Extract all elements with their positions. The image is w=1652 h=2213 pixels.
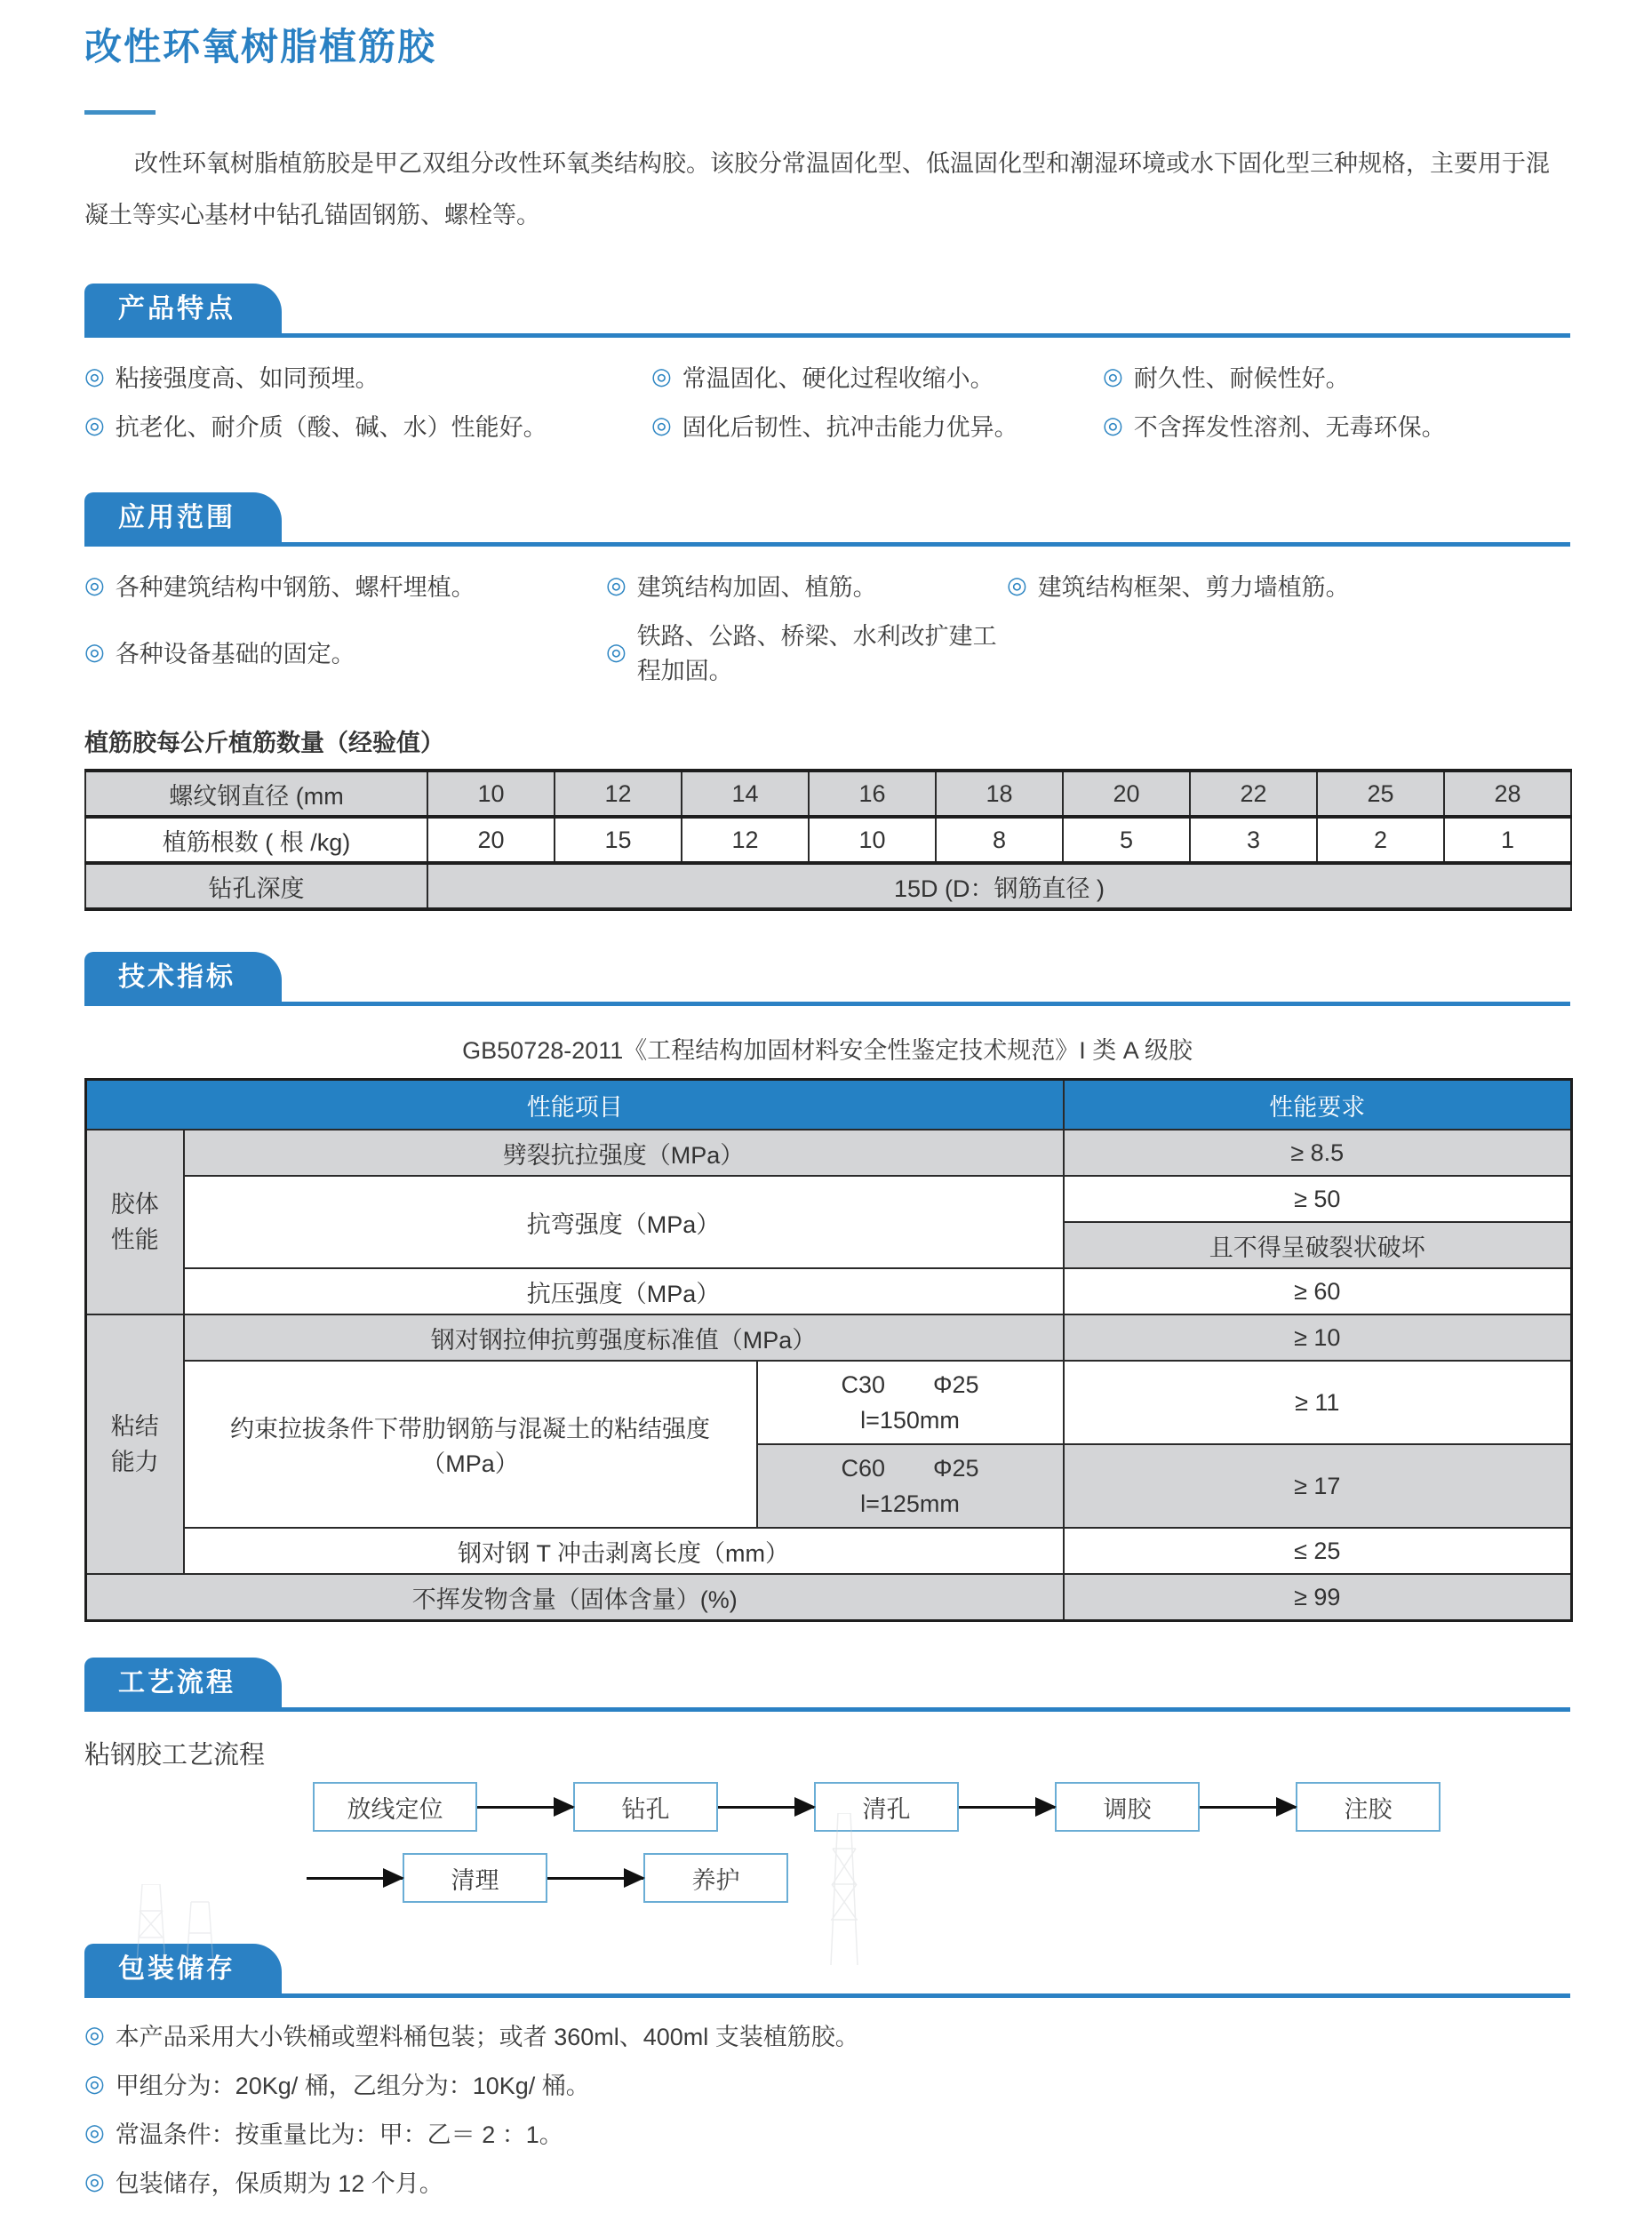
list-item bbox=[84, 2115, 1570, 2150]
intro-paragraph: 改性环氧树脂植筋胶是甲乙双组分改性环氧类结构胶。该胶分常温固化型、低温固化型和潮湿环境或水下固化型三种规格，主要用于混凝土等实心基材中钻孔锚固钢筋、螺栓等。 bbox=[84, 150, 1550, 228]
count-cell: 10 bbox=[809, 817, 936, 863]
property-cell: 抗弯强度（MPa） bbox=[184, 1176, 1064, 1268]
requirement-cell: ≥ 10 bbox=[1064, 1314, 1572, 1361]
row-label: 钻孔深度 bbox=[85, 863, 427, 909]
requirement-note-cell: 且不得呈破裂状破坏 bbox=[1064, 1222, 1572, 1268]
group-label: 胶体性能 bbox=[110, 1191, 159, 1253]
section-head-process bbox=[84, 1658, 1570, 1712]
list-item bbox=[606, 568, 1007, 603]
bullet-icon: ◎ bbox=[1103, 411, 1123, 438]
features-list bbox=[84, 359, 1570, 443]
rebar-table-title: 植筋胶每公斤植筋数量（经验值） bbox=[84, 730, 444, 756]
requirement-cell: ≥ 11 bbox=[1064, 1361, 1572, 1444]
table-header-row bbox=[86, 1080, 1572, 1130]
table-row bbox=[85, 863, 1571, 909]
section-head-features bbox=[84, 284, 1570, 338]
application-text: 各种设备基础的固定。 bbox=[115, 640, 355, 667]
flow-step: 养护 bbox=[643, 1853, 788, 1903]
bullet-icon: ◎ bbox=[84, 571, 105, 598]
requirement-cell: ≥ 17 bbox=[1064, 1444, 1572, 1528]
requirement-cell: ≥ 50 bbox=[1064, 1176, 1572, 1222]
applications-list bbox=[84, 568, 1570, 686]
diameter-cell: 28 bbox=[1444, 771, 1571, 817]
table-row bbox=[86, 1268, 1572, 1314]
condition-spec: C60 Φ25 bbox=[841, 1455, 979, 1482]
features-badge: 产品特点 bbox=[84, 284, 282, 333]
packaging-text: 甲组分为：20Kg/ 桶，乙组分为：10Kg/ 桶。 bbox=[115, 2073, 590, 2099]
arrow-right-icon bbox=[959, 1806, 1055, 1809]
process-badge: 工艺流程 bbox=[84, 1658, 282, 1707]
arrow-right-icon bbox=[307, 1877, 403, 1880]
section-head-tech bbox=[84, 952, 1570, 1006]
row-label: 螺纹钢直径 (mm bbox=[85, 771, 427, 817]
requirement-cell: ≥ 99 bbox=[1064, 1574, 1572, 1621]
diameter-cell: 10 bbox=[427, 771, 555, 817]
condition-cell bbox=[757, 1444, 1064, 1528]
arrow-right-icon bbox=[477, 1806, 573, 1809]
flow-step: 钻孔 bbox=[573, 1782, 718, 1832]
feature-text: 抗老化、耐介质（酸、碱、水）性能好。 bbox=[115, 414, 547, 441]
feature-text: 不含挥发性溶剂、无毒环保。 bbox=[1133, 414, 1446, 441]
group-cell bbox=[86, 1130, 184, 1314]
bullet-icon: ◎ bbox=[84, 2021, 105, 2048]
packaging-list bbox=[84, 2017, 1570, 2199]
count-cell: 3 bbox=[1190, 817, 1317, 863]
page-title: 改性环氧树脂植筋胶 bbox=[84, 26, 437, 68]
arrow-right-icon bbox=[547, 1877, 643, 1880]
list-item bbox=[651, 408, 1103, 443]
packaging-badge: 包装储存 bbox=[84, 1944, 282, 1993]
diameter-cell: 22 bbox=[1190, 771, 1317, 817]
property-cell: 劈裂抗拉强度（MPa） bbox=[184, 1130, 1064, 1176]
flow-step: 清孔 bbox=[814, 1782, 959, 1832]
applications-badge: 应用范围 bbox=[84, 492, 282, 542]
list-item bbox=[84, 2066, 1570, 2101]
application-text: 建筑结构加固、植筋。 bbox=[636, 574, 877, 601]
list-item bbox=[84, 2164, 1570, 2199]
flow-step: 放线定位 bbox=[313, 1782, 477, 1832]
table-row bbox=[86, 1130, 1572, 1176]
page-content bbox=[84, 0, 1570, 2213]
table-row bbox=[86, 1314, 1572, 1361]
bullet-icon: ◎ bbox=[651, 363, 672, 389]
group-label: 粘结能力 bbox=[110, 1413, 159, 1475]
property-cell: 不挥发物含量（固体含量）(%) bbox=[86, 1574, 1064, 1621]
section-head-packaging bbox=[84, 1944, 1570, 1998]
count-cell: 8 bbox=[936, 817, 1063, 863]
list-item bbox=[84, 568, 606, 603]
feature-text: 耐久性、耐候性好。 bbox=[1133, 365, 1350, 392]
list-item bbox=[1103, 408, 1570, 443]
bullet-icon: ◎ bbox=[84, 411, 105, 438]
depth-cell: 15D (D：钢筋直径 ) bbox=[427, 863, 1571, 909]
application-text: 建筑结构框架、剪力墙植筋。 bbox=[1037, 574, 1350, 601]
list-item bbox=[651, 359, 1103, 394]
list-item bbox=[606, 617, 1007, 686]
condition-cell bbox=[757, 1361, 1064, 1444]
property-cell: 钢对钢 T 冲击剥离长度（mm） bbox=[184, 1528, 1064, 1574]
list-item bbox=[1007, 568, 1570, 603]
condition-length: l=150mm bbox=[860, 1407, 960, 1434]
requirement-cell: ≤ 25 bbox=[1064, 1528, 1572, 1574]
diameter-cell: 18 bbox=[936, 771, 1063, 817]
tech-spec-table bbox=[84, 1078, 1573, 1622]
bullet-icon: ◎ bbox=[84, 2119, 105, 2145]
table-row bbox=[86, 1574, 1572, 1621]
tech-table-caption: GB50728-2011《工程结构加固材料安全性鉴定技术规范》I 类 A 级胶 bbox=[462, 1037, 1193, 1064]
count-cell: 1 bbox=[1444, 817, 1571, 863]
process-subtitle: 粘钢胶工艺流程 bbox=[84, 1741, 266, 1770]
count-cell: 2 bbox=[1317, 817, 1444, 863]
header-requirement: 性能要求 bbox=[1064, 1080, 1572, 1130]
application-text: 铁路、公路、桥梁、水利改扩建工程加固。 bbox=[636, 623, 997, 684]
condition-spec: C30 Φ25 bbox=[841, 1371, 979, 1398]
bullet-icon: ◎ bbox=[1007, 571, 1027, 598]
bullet-icon: ◎ bbox=[1103, 363, 1123, 389]
diameter-cell: 12 bbox=[555, 771, 682, 817]
diameter-cell: 25 bbox=[1317, 771, 1444, 817]
title-underline bbox=[84, 110, 156, 115]
flow-row-1 bbox=[313, 1782, 1570, 1832]
diameter-cell: 20 bbox=[1063, 771, 1190, 817]
bullet-icon: ◎ bbox=[84, 2070, 105, 2097]
application-text: 各种建筑结构中钢筋、螺杆埋植。 bbox=[115, 574, 475, 601]
group-cell bbox=[86, 1314, 184, 1574]
property-cell: 抗压强度（MPa） bbox=[184, 1268, 1064, 1314]
count-cell: 20 bbox=[427, 817, 555, 863]
header-property: 性能项目 bbox=[86, 1080, 1064, 1130]
bullet-icon: ◎ bbox=[84, 637, 105, 665]
table-row bbox=[85, 817, 1571, 863]
table-row bbox=[85, 771, 1571, 817]
tech-badge: 技术指标 bbox=[84, 952, 282, 1002]
packaging-text: 包装储存，保质期为 12 个月。 bbox=[115, 2170, 443, 2197]
requirement-cell: ≥ 8.5 bbox=[1064, 1130, 1572, 1176]
feature-text: 粘接强度高、如同预埋。 bbox=[115, 365, 379, 392]
rebar-count-table bbox=[84, 769, 1572, 911]
property-cell: 约束拉拔条件下带肋钢筋与混凝土的粘结强度（MPa） bbox=[184, 1361, 757, 1528]
flow-step: 调胶 bbox=[1055, 1782, 1200, 1832]
arrow-right-icon bbox=[1200, 1806, 1296, 1809]
count-cell: 15 bbox=[555, 817, 682, 863]
count-cell: 12 bbox=[682, 817, 809, 863]
count-cell: 5 bbox=[1063, 817, 1190, 863]
section-head-applications bbox=[84, 492, 1570, 547]
table-row bbox=[86, 1176, 1572, 1222]
packaging-text: 常温条件：按重量比为：甲：乙＝ 2 ：1。 bbox=[115, 2121, 563, 2148]
feature-text: 常温固化、硬化过程收缩小。 bbox=[682, 365, 994, 392]
flow-step: 清理 bbox=[403, 1853, 547, 1903]
arrow-right-icon bbox=[718, 1806, 814, 1809]
table-row bbox=[86, 1528, 1572, 1574]
list-item bbox=[84, 359, 651, 394]
list-item bbox=[84, 2017, 1570, 2052]
list-item bbox=[84, 408, 651, 443]
requirement-cell: ≥ 60 bbox=[1064, 1268, 1572, 1314]
bullet-icon: ◎ bbox=[606, 571, 626, 598]
diameter-cell: 16 bbox=[809, 771, 936, 817]
table-row bbox=[86, 1361, 1572, 1444]
bullet-icon: ◎ bbox=[606, 637, 626, 665]
row-label: 植筋根数 ( 根 /kg) bbox=[85, 817, 427, 863]
list-item bbox=[84, 617, 606, 686]
flow-step: 注胶 bbox=[1296, 1782, 1441, 1832]
bullet-icon: ◎ bbox=[84, 2168, 105, 2194]
property-cell: 钢对钢拉伸抗剪强度标准值（MPa） bbox=[184, 1314, 1064, 1361]
bullet-icon: ◎ bbox=[651, 411, 672, 438]
feature-text: 固化后韧性、抗冲击能力优异。 bbox=[682, 414, 1018, 441]
bullet-icon: ◎ bbox=[84, 363, 105, 389]
list-item bbox=[1103, 359, 1570, 394]
condition-length: l=125mm bbox=[860, 1490, 960, 1517]
diameter-cell: 14 bbox=[682, 771, 809, 817]
packaging-text: 本产品采用大小铁桶或塑料桶包装；或者 360ml、400ml 支装植筋胶。 bbox=[115, 2024, 859, 2050]
flow-row-2 bbox=[307, 1853, 1570, 1903]
